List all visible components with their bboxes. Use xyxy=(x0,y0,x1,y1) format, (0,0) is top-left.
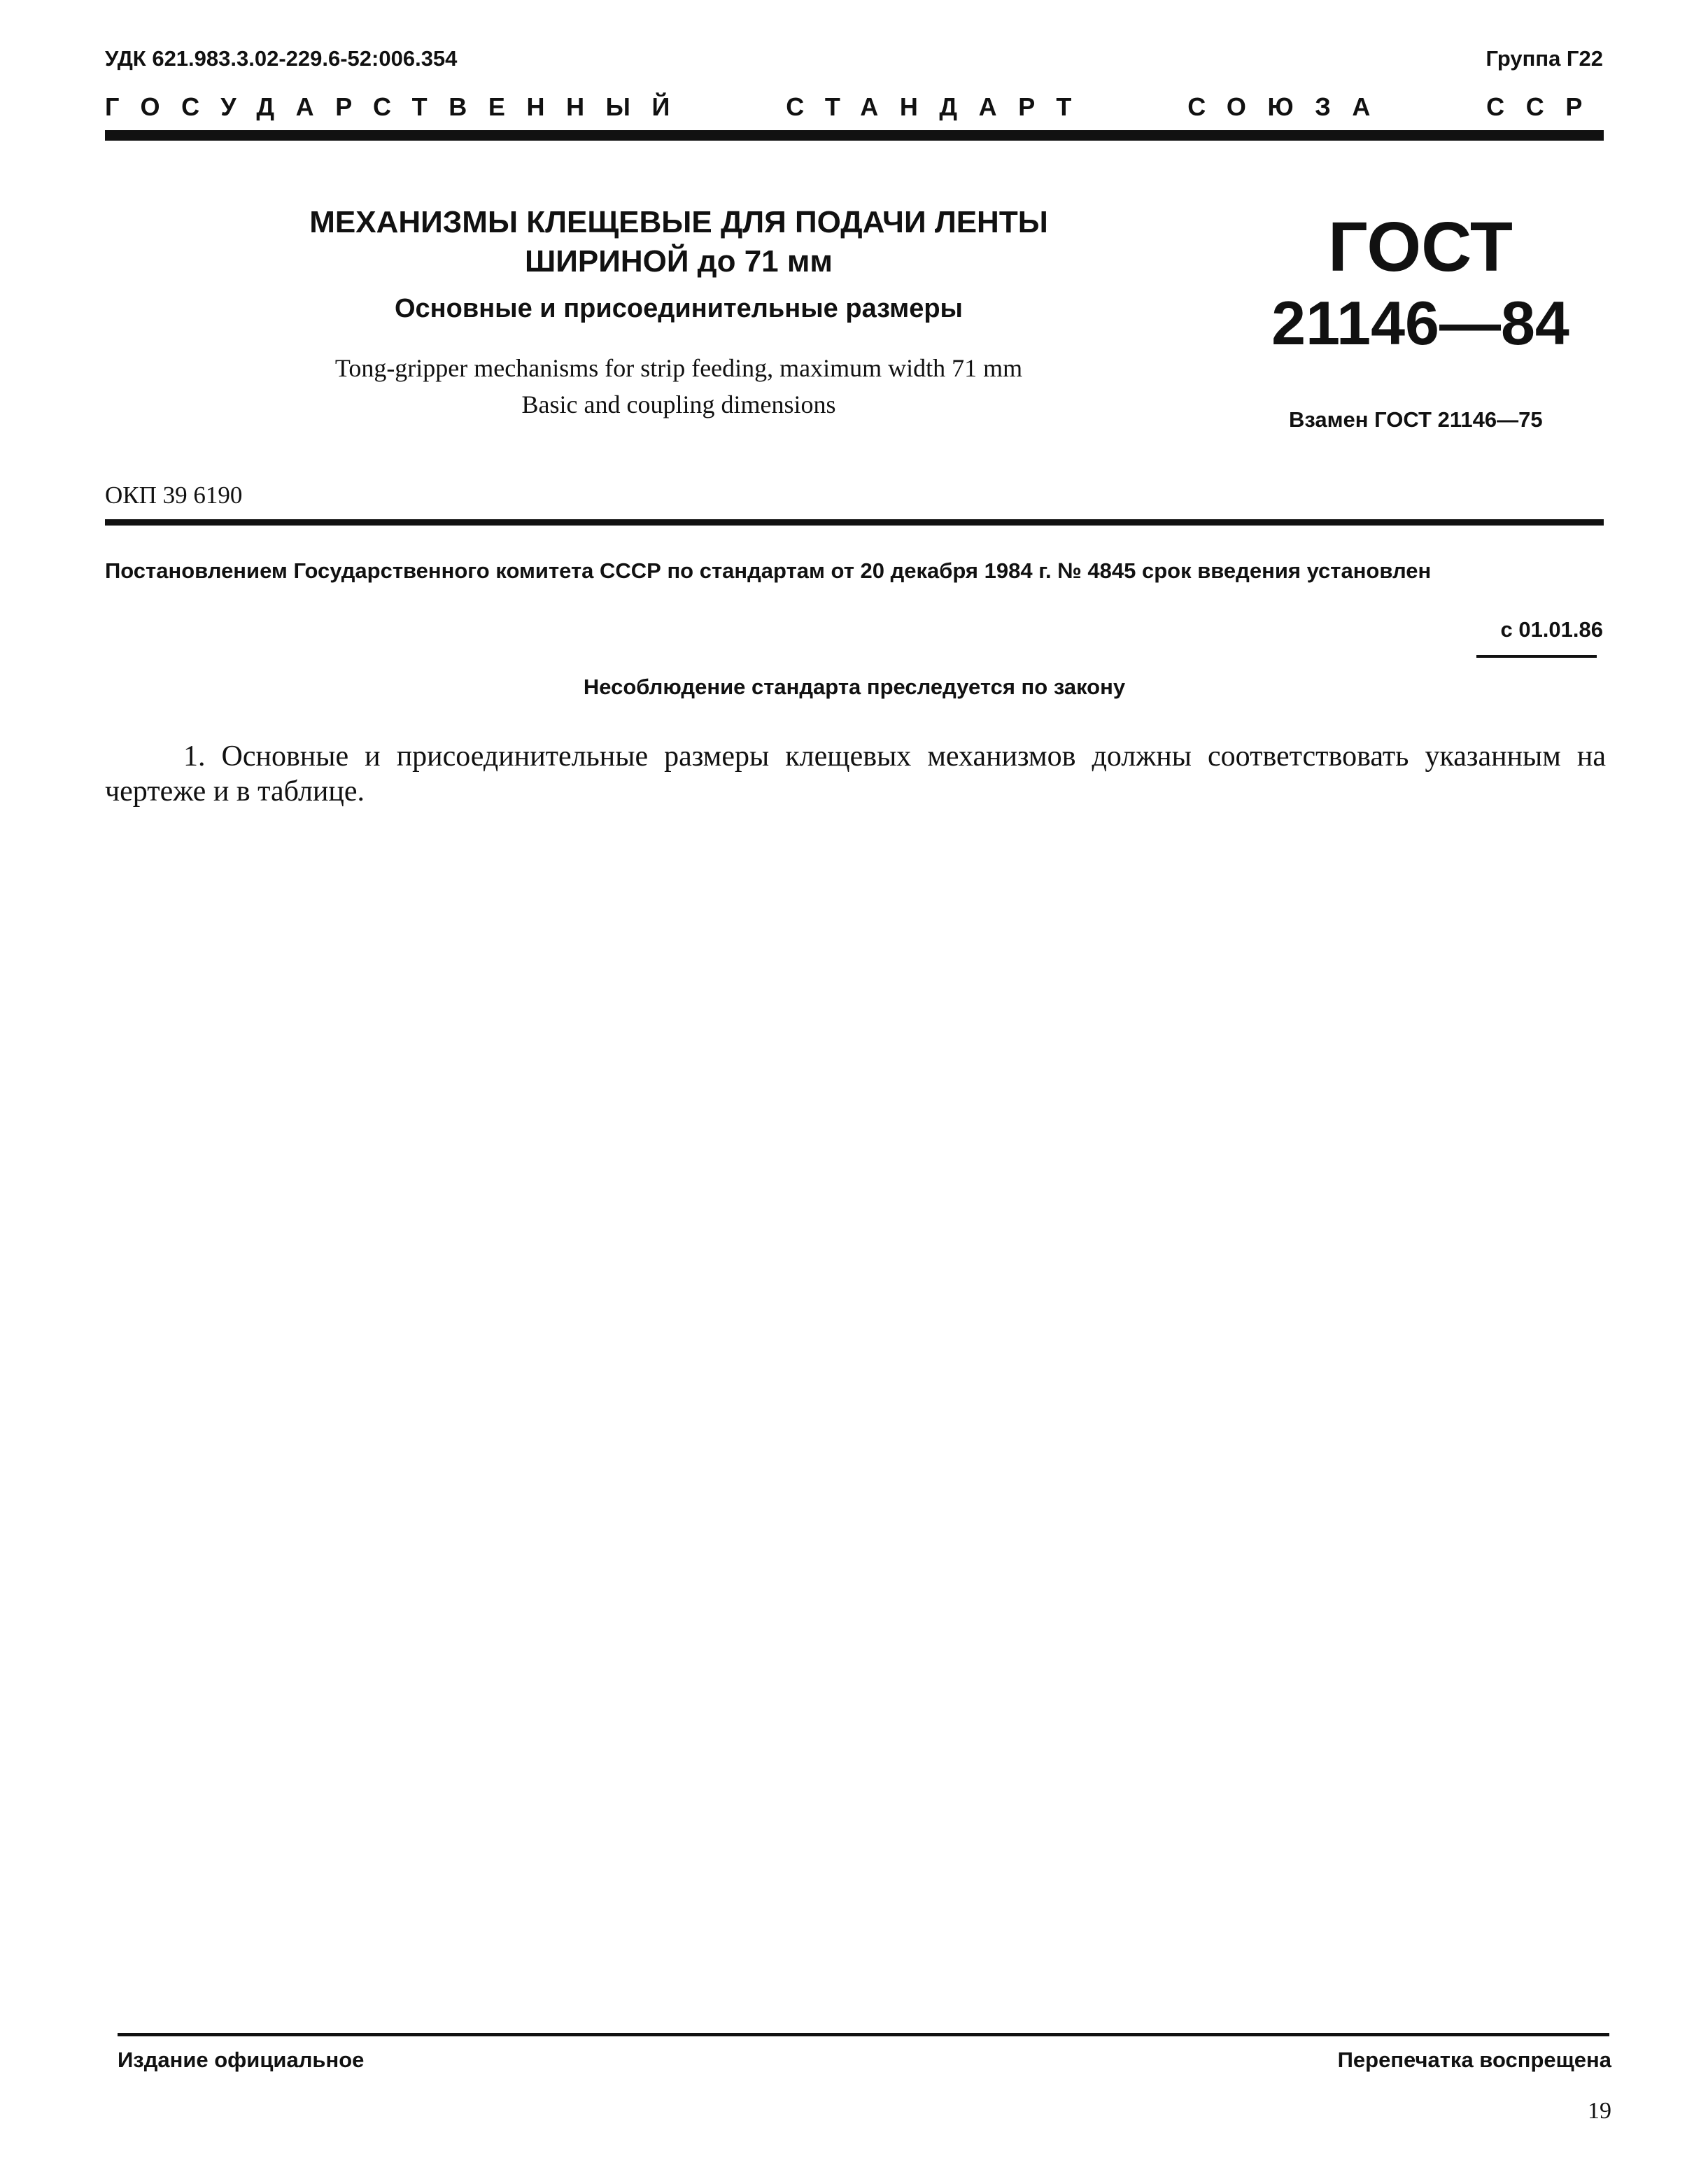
banner-word-union: СОЮЗА xyxy=(1187,92,1392,121)
state-standard-banner xyxy=(105,92,1604,122)
decree-text: Постановлением Государственного комитета СССР по стандартам от 20 декабря 1984 г. № 4845 срок введения установлен xyxy=(105,558,1432,583)
title-line-1: МЕХАНИЗМЫ КЛЕЩЕВЫЕ ДЛЯ ПОДАЧИ ЛЕНТЫ xyxy=(309,205,1048,239)
gost-number: 21146—84 xyxy=(1271,288,1569,358)
banner-word-ssr: ССР xyxy=(1486,92,1604,121)
banner-word-standard: СТАНДАРТ xyxy=(786,92,1093,121)
page-number: 19 xyxy=(1588,2098,1611,2124)
footer-rule xyxy=(118,2033,1609,2036)
official-edition: Издание официальное xyxy=(118,2048,365,2072)
english-title-line-2: Basic and coupling dimensions xyxy=(521,390,836,418)
document-title xyxy=(273,203,1085,281)
clause-1: 1. Основные и присоединительные размеры клещевых механизмов должны соответствовать указанным на чертеже и в таблице. xyxy=(105,740,1606,808)
document-subtitle: Основные и присоединительные размеры xyxy=(394,294,964,323)
english-title-line-1: Tong-gripper mechanisms for strip feeding, maximum width 71 mm xyxy=(334,354,1023,382)
reprint-prohibited: Перепечатка воспрещена xyxy=(1337,2048,1611,2072)
banner-word-state: ГОСУДАРСТВЕННЫЙ xyxy=(105,92,692,121)
english-title xyxy=(210,350,1148,423)
effective-date: с 01.01.86 xyxy=(1500,617,1603,642)
gost-label: ГОСТ xyxy=(1328,208,1513,286)
group-code: Группа Г22 xyxy=(1485,46,1603,71)
replaces-standard: Взамен ГОСТ 21146—75 xyxy=(1289,407,1543,432)
okp-code: ОКП 39 6190 xyxy=(105,481,243,509)
udk-code: УДК 621.983.3.02-229.6-52:006.354 xyxy=(105,46,458,71)
section-rule xyxy=(105,519,1604,526)
legal-warning: Несоблюдение стандарта преследуется по закону xyxy=(583,675,1126,699)
header-thick-rule xyxy=(105,130,1604,141)
title-line-2: ШИРИНОЙ до 71 мм xyxy=(525,244,833,279)
effective-date-underline xyxy=(1476,655,1597,658)
